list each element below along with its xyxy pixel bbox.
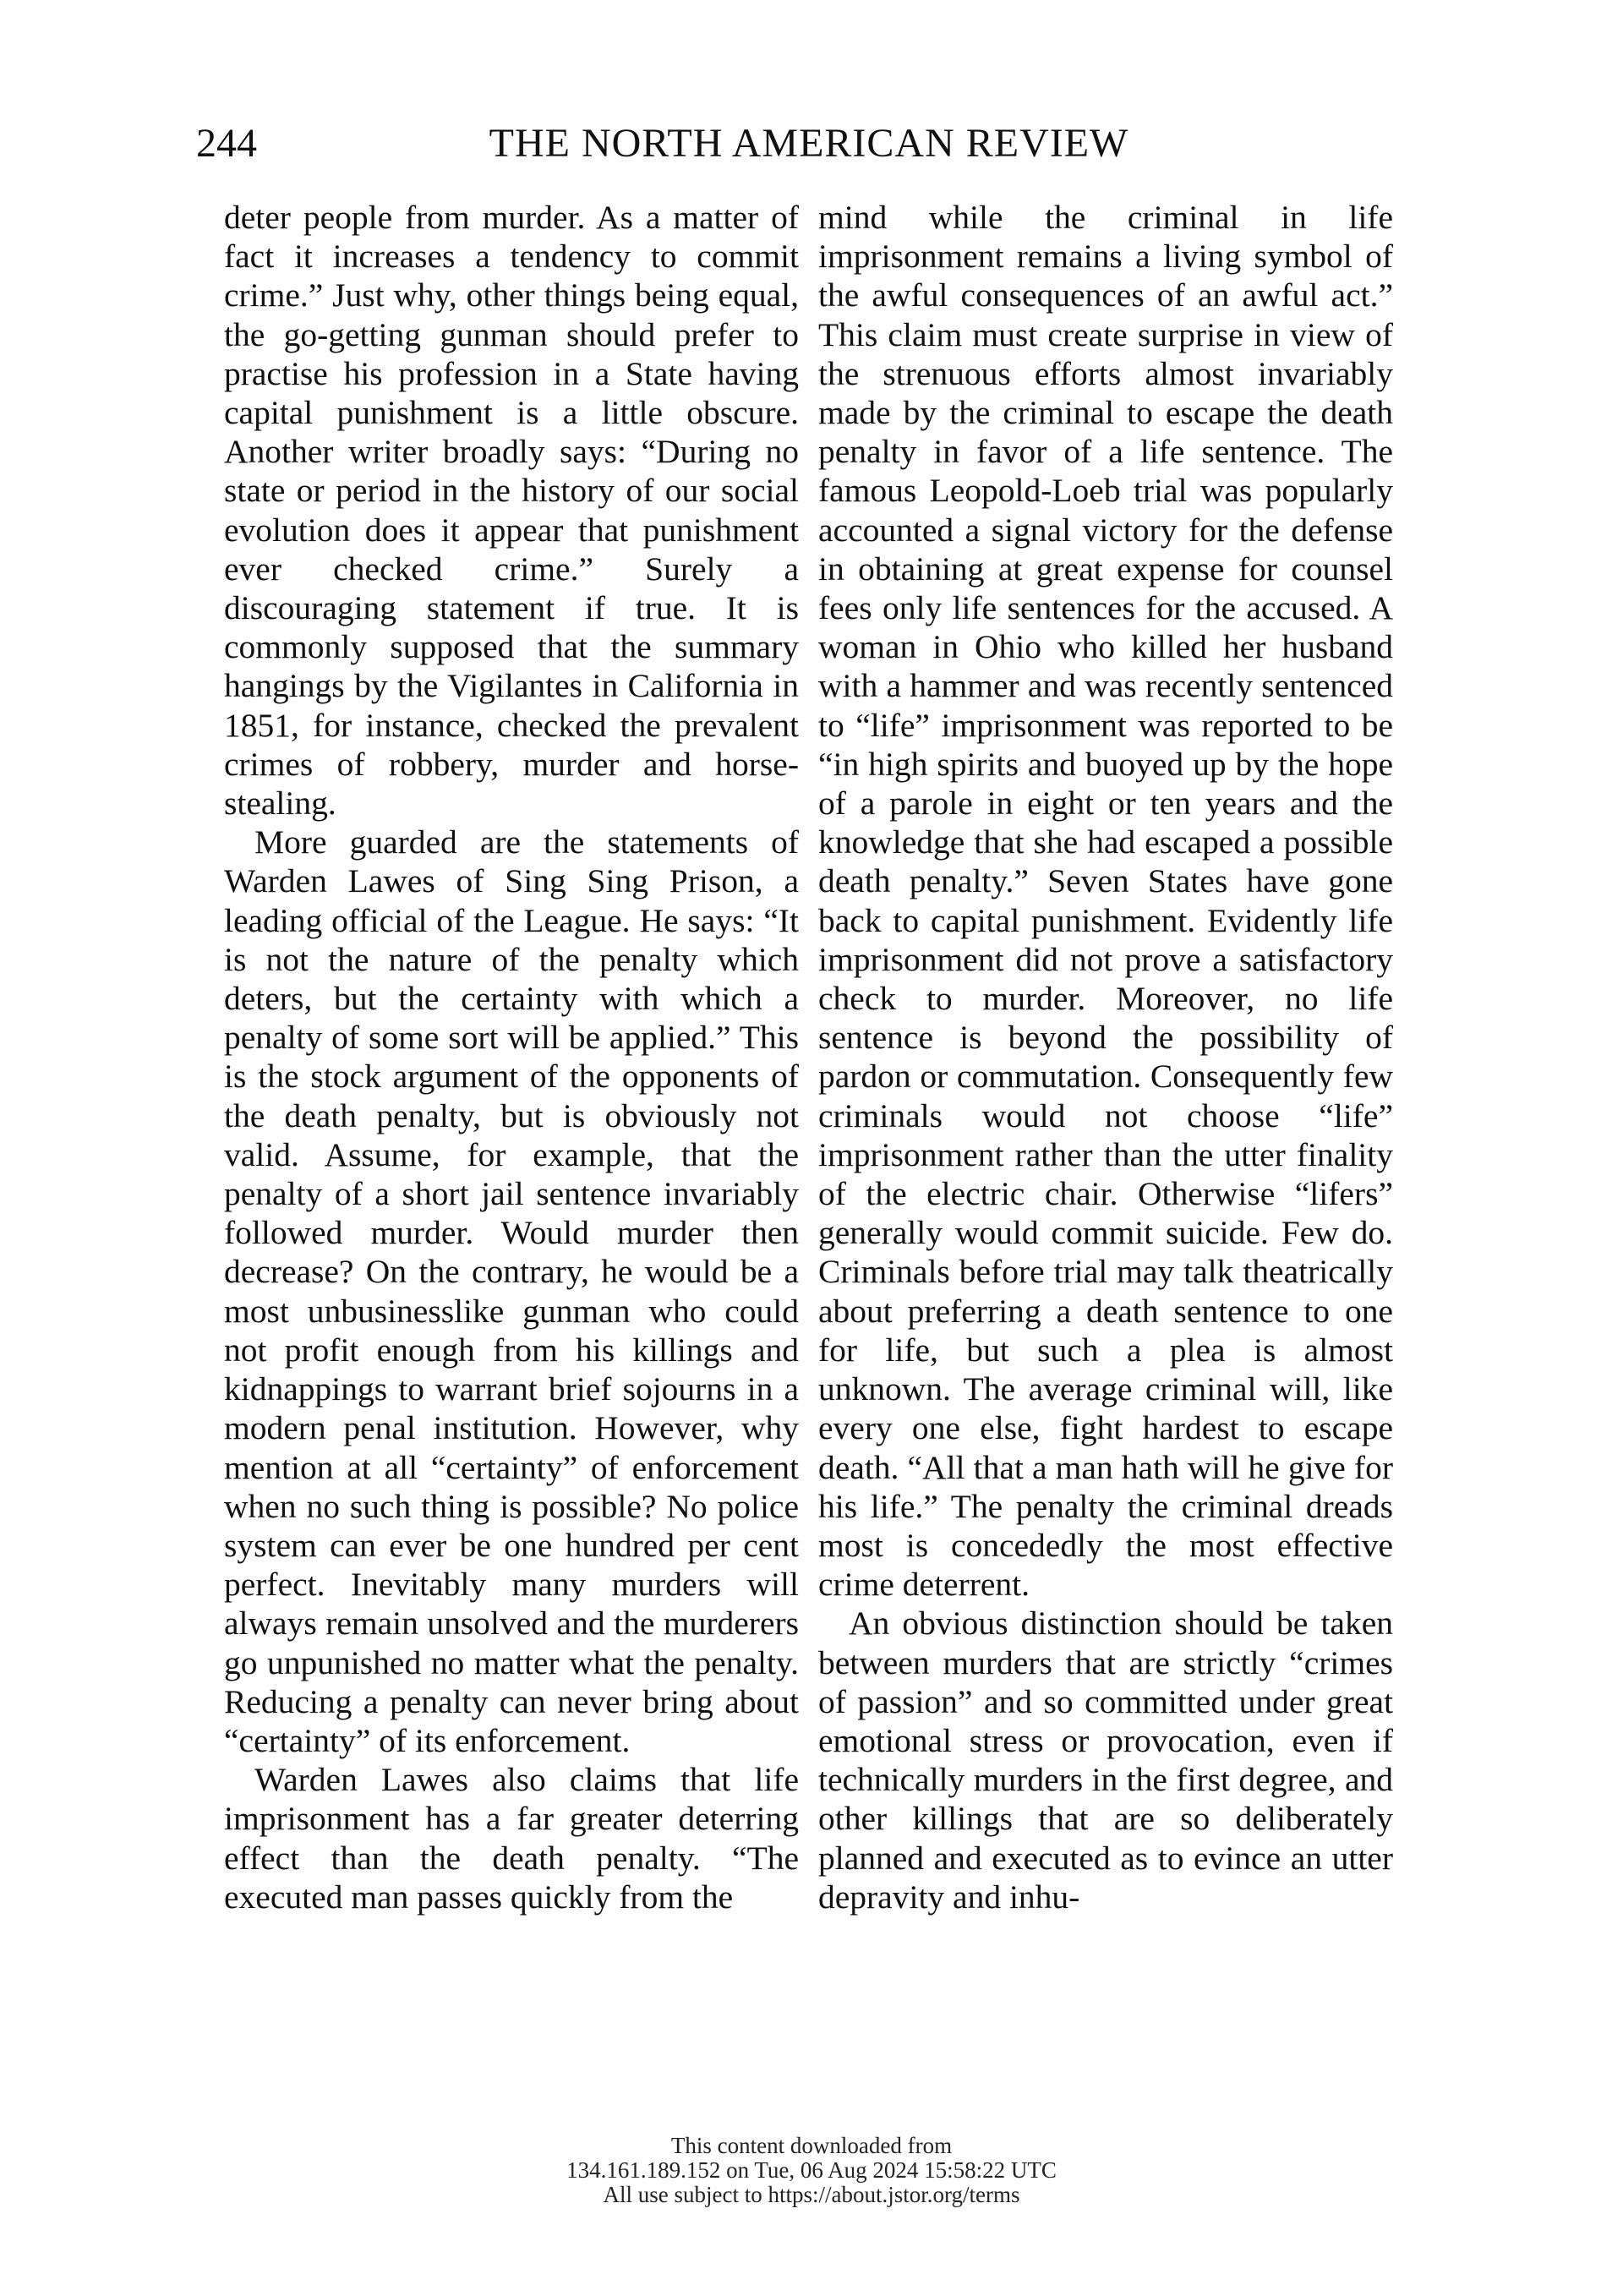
page-number: 244 xyxy=(196,121,257,166)
running-title: THE NORTH AMERICAN REVIEW xyxy=(489,121,1129,166)
page-header xyxy=(196,120,1422,179)
right-column xyxy=(818,198,1393,1916)
paragraph: mind while the criminal in life imprisonment remains a living symbol of the awful consequences of an awful act.” This claim must create surprise in view of the strenuous efforts almost invariably made by the criminal to escape the death penalty in favor of a life sentence. The famous Leopold-Loeb trial was popularly accounted a signal victory for the defense in obtaining at great expense for counsel fees only life sentences for the accused. A woman in Ohio who killed her husband with a hammer and was recently sentenced to “life” imprisonment was reported to be “in high spirits and buoyed up by the hope of a parole in eight or ten years and the knowledge that she had escaped a possible death penalty.” Seven States have gone back to capital punishment. Evidently life imprisonment did not prove a satisfactory check to murder. Moreover, no life sentence is beyond the possibility of pardon or commutation. Consequently few criminals would not choose “life” imprisonment rather than the utter finality of the electric chair. Otherwise “lifers” generally would commit suicide. Few do. Criminals before trial may talk theatrically about preferring a death sentence to one for life, but such a plea is almost unknown. The average criminal will, like every one else, fight hardest to escape death. “All that a man hath will he give for his life.” The penalty the criminal dreads most is concededly the most effective crime deterrent. xyxy=(818,199,1393,1604)
left-column xyxy=(224,198,799,1916)
paragraph: deter people from murder. As a matter of fact it increases a tendency to commit crime.” Just why, other things being equal, the go-getting gunman should prefer to practise his profession in a State having capital punishment is a little obscure. Another writer broadly says: “During no state or period in the history of our social evolution does it appear that punishment ever checked crime.” Surely a discouraging statement if true. It is commonly supposed that the summary hangings by the Vigilantes in California in 1851, for instance, checked the prevalent crimes of robbery, murder and horse-stealing. xyxy=(224,199,799,823)
paragraph: Warden Lawes also claims that life imprisonment has a far greater deterring effect than the death penalty. “The executed man passes quickly from the xyxy=(224,1761,799,1916)
download-notice-line: 134.161.189.152 on Tue, 06 Aug 2024 15:58:22 UTC xyxy=(566,2157,1057,2183)
paragraph: An obvious distinction should be taken between murders that are strictly “crimes of passion” and so committed under great emotional stress or provocation, even if technically murders in the first degree, and other killings that are so deliberately planned and executed as to evince an utter depravity and inhu- xyxy=(818,1604,1393,1916)
download-notice xyxy=(0,2134,1623,2207)
paragraph: More guarded are the statements of Warden Lawes of Sing Sing Prison, a leading official of the League. He says: “It is not the nature of the penalty which deters, but the certainty with which a penalty of some sort will be applied.” This is the stock argument of the opponents of the death penalty, but is obviously not valid. Assume, for example, that the penalty of a short jail sentence invariably followed murder. Would murder then decrease? On the contrary, he would be a most unbusinesslike gunman who could not profit enough from his killings and kidnappings to warrant brief sojourns in a modern penal institution. However, why mention at all “certainty” of enforcement when no such thing is possible? No police system can ever be one hundred per cent perfect. Inevitably many murders will always remain unsolved and the murderers go unpunished no matter what the penalty. Reducing a penalty can never bring about “certainty” of its enforcement. xyxy=(224,823,799,1759)
download-notice-line: All use subject to https://about.jstor.org/terms xyxy=(603,2182,1020,2207)
download-notice-line: This content downloaded from xyxy=(670,2133,953,2158)
